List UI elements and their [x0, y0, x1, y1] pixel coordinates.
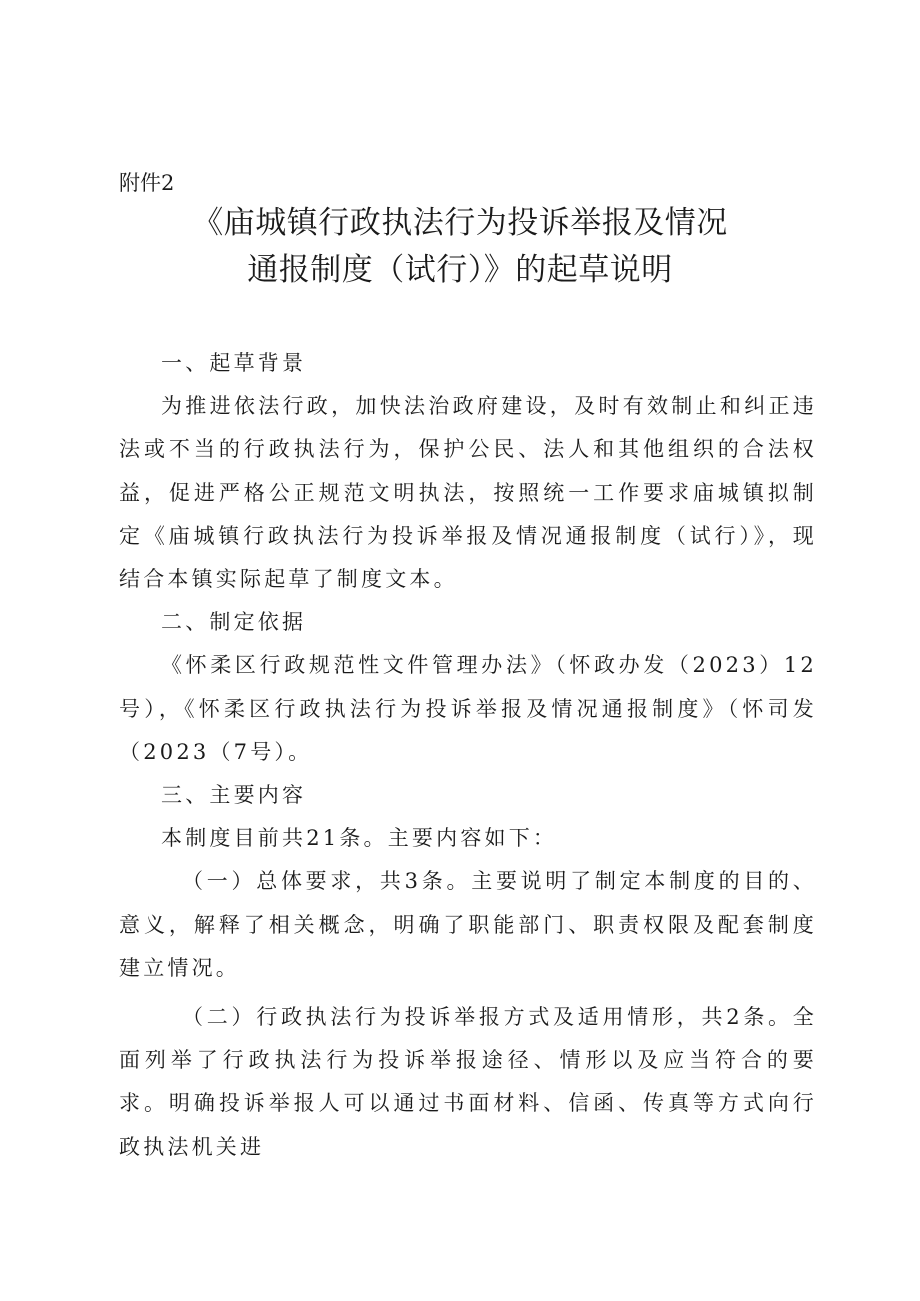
document-title — [119, 200, 801, 294]
paragraph-content-item-2: （二）行政执法行为投诉举报方式及适用情形，共2条。全面列举了行政执法行为投诉举报途径、情形以及应当符合的要求。明确投诉举报人可以通过书面材料、信函、传真等方式向行政执法机关进 — [119, 1005, 817, 1159]
section-heading-content: 三、主要内容 — [161, 783, 307, 808]
document-body — [119, 342, 817, 1169]
attachment-label: 附件2 — [119, 171, 175, 195]
section-heading-basis: 二、制定依据 — [161, 610, 307, 635]
paragraph-content-intro: 本制度目前共21条。主要内容如下： — [161, 826, 558, 851]
paragraph-background: 为推进依法行政，加快法治政府建设，及时有效制止和纠正违法或不当的行政执法行为，保护公民、法人和其他组织的合法权益，促进严格公正规范文明执法，按照统一工作要求庙城镇拟制定《庙城镇行政执法行为投诉举报及情况通报制度（试行）》，现结合本镇实际起草了制度文本。 — [119, 394, 817, 592]
title-line-1: 《庙城镇行政执法行为投诉举报及情况 — [192, 205, 728, 241]
paragraph-content-item-1: （一）总体要求，共3条。主要说明了制定本制度的目的、意义，解释了相关概念，明确了职能部门、职责权限及配套制度建立情况。 — [119, 869, 817, 980]
paragraph-basis: 《怀柔区行政规范性文件管理办法》（怀政办发（2023）12号），《怀柔区行政执法行为投诉举报及情况通报制度》（怀司发（2023（7号）。 — [119, 653, 817, 764]
title-line-2: 通报制度（试行）》的起草说明 — [247, 252, 673, 288]
section-heading-background: 一、起草背景 — [161, 351, 307, 375]
